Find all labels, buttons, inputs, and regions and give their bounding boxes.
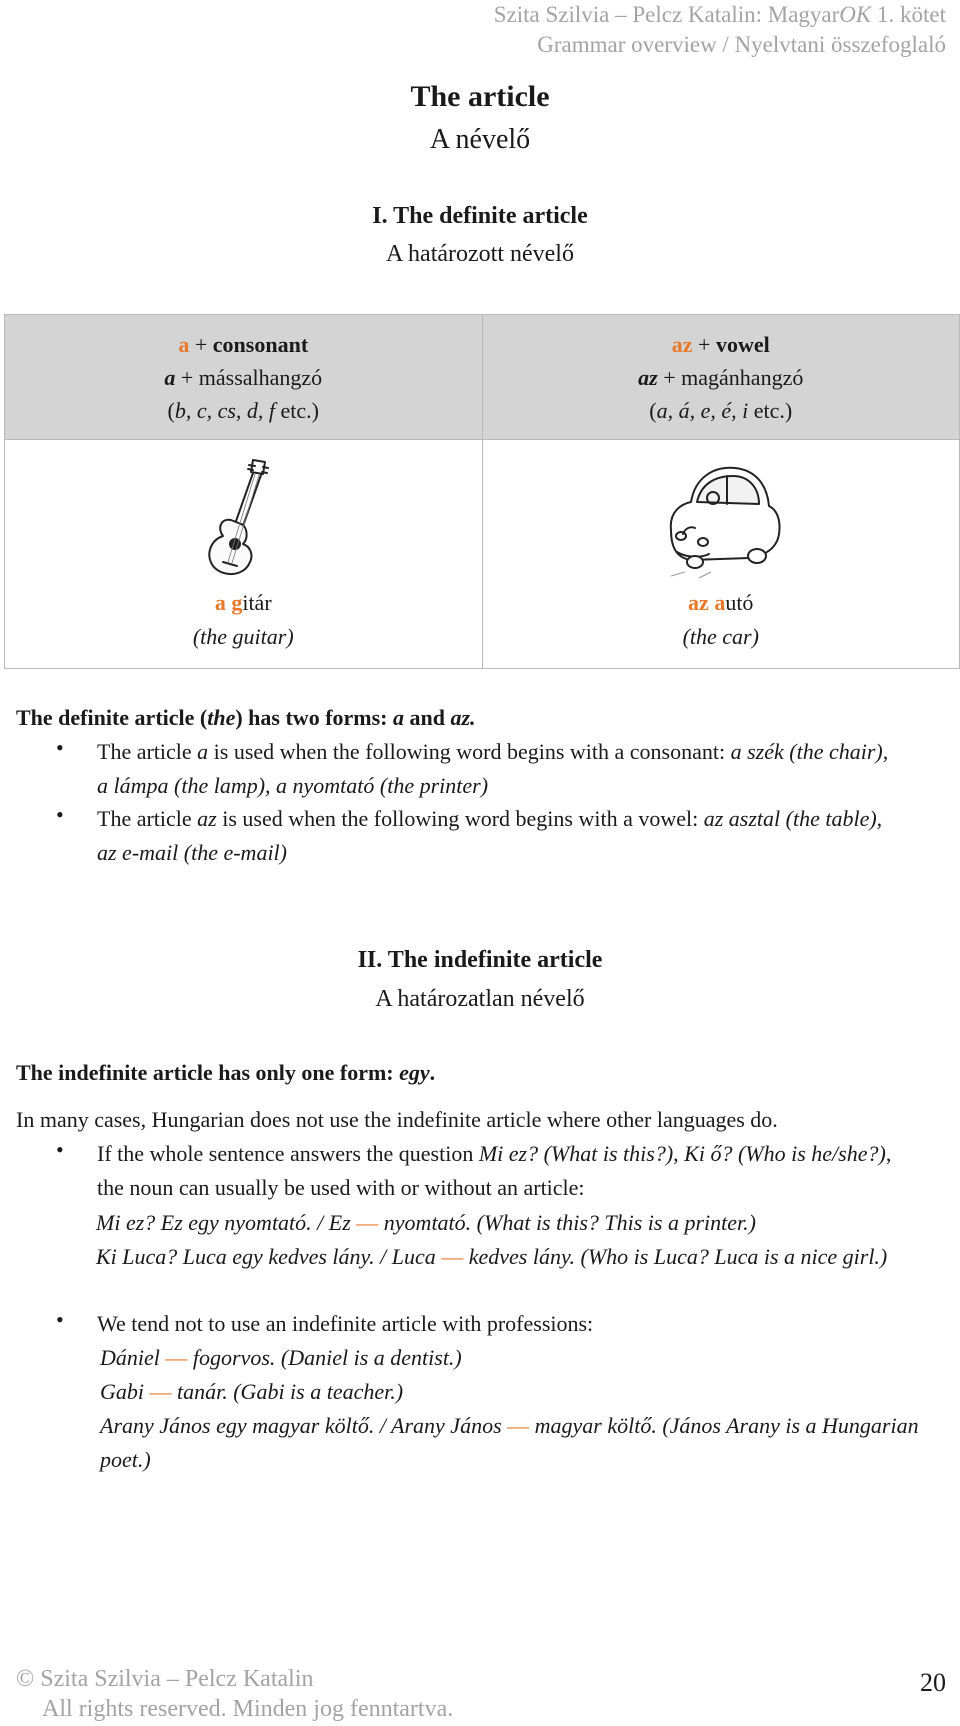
section1-title: I. The definite article	[372, 203, 588, 229]
car-gloss: (the car)	[682, 624, 759, 649]
page-number: 20	[920, 1668, 946, 1697]
section2-subtitle: A határozatlan névelő	[375, 986, 585, 1012]
running-header	[494, 0, 946, 60]
page-subtitle: A névelő	[429, 124, 531, 155]
bullet-dot: •	[56, 1137, 64, 1162]
car-word: az autó	[688, 590, 754, 615]
example-daniel: Dániel — fogorvos. (Daniel is a dentist.)	[100, 1345, 462, 1370]
indefinite-rule: The indefinite article has only one form: egy.	[16, 1060, 436, 1085]
car-example-cell	[482, 440, 960, 669]
page-title: The article	[410, 80, 550, 113]
footer-copyright	[16, 1664, 453, 1724]
indefinite-bullet-1: If the whole sentence answers the question Mi ez? (What is this?), Ki ő? (Who is he/she?), the noun can usually be used with or without an article:	[97, 1141, 892, 1200]
bullet-dot: •	[56, 1307, 64, 1332]
header-book-title: Szita Szilvia – Pelcz Katalin: MagyarOK 1. kötet	[493, 2, 946, 27]
section1-subtitle: A határozott névelő	[386, 241, 574, 267]
example-arany: Arany János egy magyar költő. / Arany János — magyar költő. (János Arany is a Hungarian poet.)	[100, 1413, 919, 1472]
example-gabi: Gabi — tanár. (Gabi is a teacher.)	[100, 1379, 404, 1404]
example-luca: Ki Luca? Luca egy kedves lány. / Luca — kedves lány. (Who is Luca? Luca is a nice girl.)	[96, 1244, 888, 1269]
definite-bullet-1: The article a is used when the following word begins with a consonant: a szék (the chair), a lámpa (the lamp), a nyomtató (the printer)	[97, 739, 889, 798]
car-icon	[651, 454, 791, 580]
vowel-rule-cell: az + vowel az + magánhangzó (a, á, e, é, i etc.)	[482, 315, 960, 440]
guitar-example-cell	[5, 440, 483, 669]
bullet-dot: •	[56, 735, 64, 760]
indefinite-intro: In many cases, Hungarian does not use the indefinite article where other languages do.	[16, 1107, 778, 1132]
definite-bullet-2: The article az is used when the following word begins with a vowel: az asztal (the table), az e-mail (the e-mail)	[97, 806, 883, 865]
guitar-icon	[183, 454, 303, 580]
example-printer: Mi ez? Ez egy nyomtató. / Ez — nyomtató. (What is this? This is a printer.)	[96, 1210, 756, 1235]
rights-line: All rights reserved. Minden jog fenntartva.	[42, 1696, 454, 1722]
indefinite-bullet-2: We tend not to use an indefinite article with professions:	[97, 1311, 594, 1336]
consonant-rule-cell: a + consonant a + mássalhangzó (b, c, cs, d, f etc.)	[5, 315, 483, 440]
guitar-word: a gitár	[214, 590, 272, 615]
section2-title: II. The indefinite article	[357, 947, 603, 973]
definite-rule: The definite article (the) has two forms: a and az.	[16, 705, 476, 730]
guitar-gloss: (the guitar)	[192, 624, 294, 649]
header-section: Grammar overview / Nyelvtani összefoglaló	[537, 32, 946, 57]
copyright-line: © Szita Szilvia – Pelcz Katalin	[16, 1666, 314, 1692]
bullet-dot: •	[56, 802, 64, 827]
definite-article-table	[4, 314, 960, 669]
